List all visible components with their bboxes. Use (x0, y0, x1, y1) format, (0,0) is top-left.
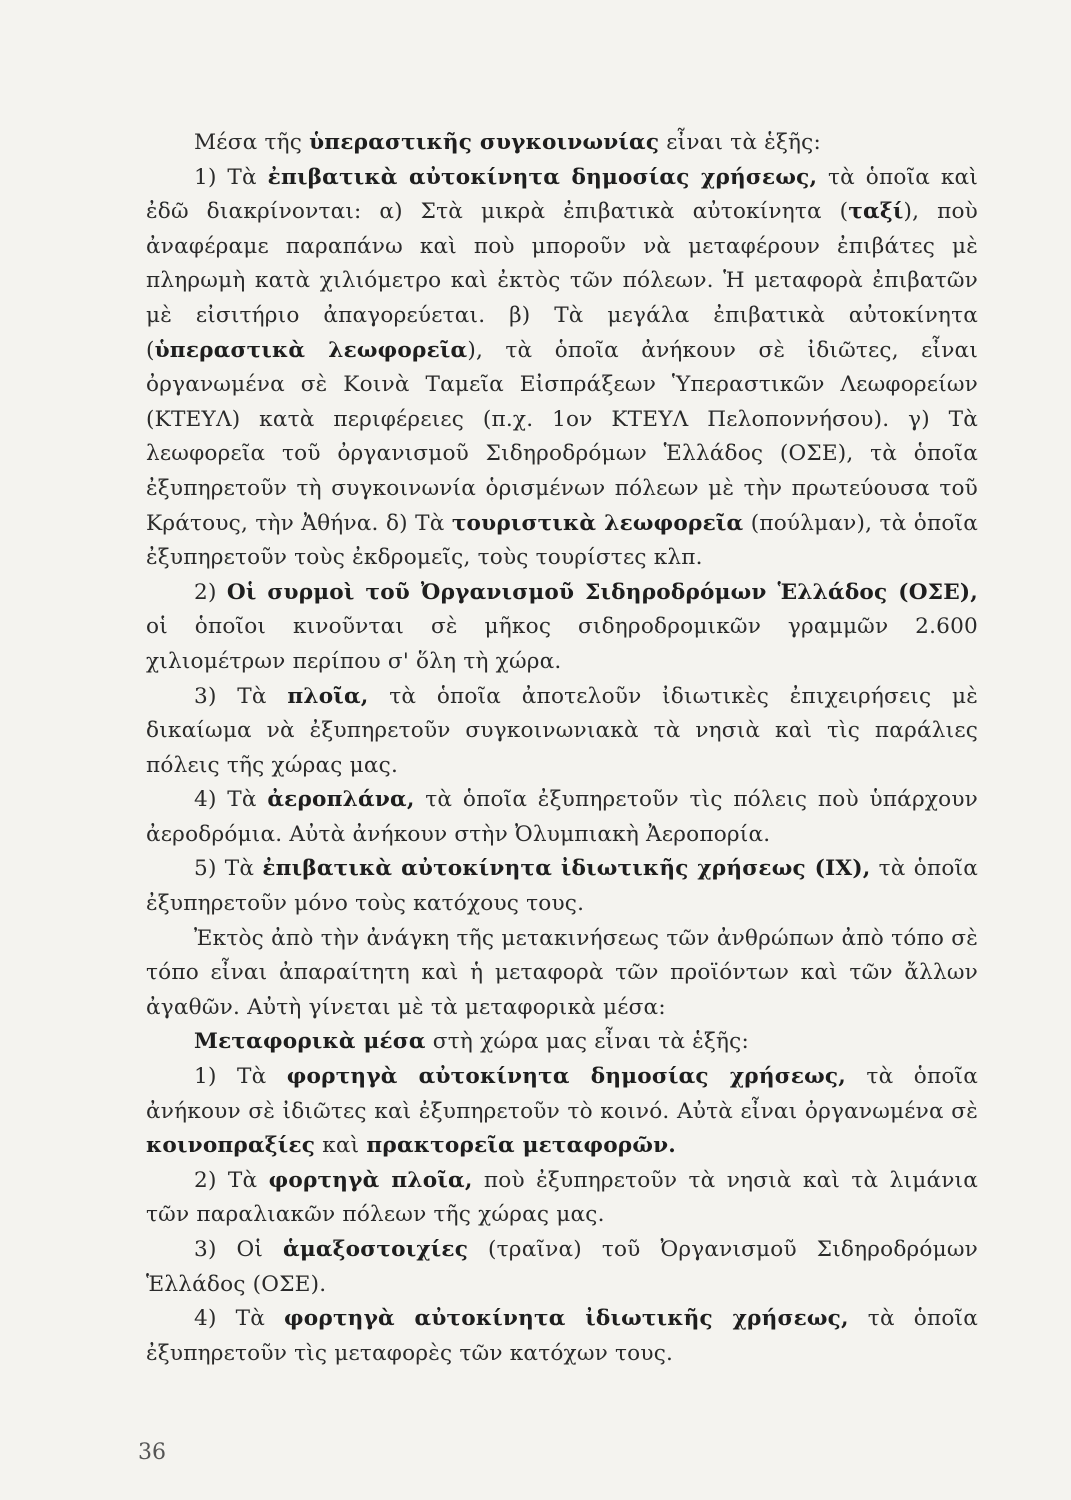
paragraph-private-trucks (146, 1302, 978, 1371)
bold-term: ἐπιβατικὰ αὐτοκίνητα δημοσίας χρήσεως, (267, 164, 818, 190)
bold-term: ἀεροπλάνα, (267, 787, 415, 813)
text-run: 4) Τὰ (194, 787, 268, 813)
paragraph-goods-transport (146, 922, 978, 1026)
text-run: ποὺ ἐξυπηρετοῦν τὰ νησιὰ καὶ τὰ λιμάνια τῶν παραλιακῶν πόλεων τῆς χώρας μας. (146, 1167, 979, 1228)
text-run: τὰ ὁποῖα καὶ ἐδῶ διακρίνονται: α) Στὰ μικρὰ ἐπιβατικὰ αὐτοκίνητα ( (146, 164, 979, 225)
text-run: 5) Τὰ (194, 856, 263, 882)
text-run: τὰ ὁποῖα ἐξυπηρετοῦν μόνο τοὺς κατόχους τους. (146, 856, 978, 917)
text-run: τὰ ὁποῖα ἀνήκουν σὲ ἰδιῶτες καὶ ἐξυπηρετοῦν τὸ κοινό. Αὐτὰ εἶναι ὀργανωμένα σὲ (146, 1064, 979, 1124)
bold-term: φορτηγὰ αὐτοκίνητα ἰδιωτικῆς χρήσεως, (284, 1306, 849, 1332)
text-run: στὴ χώρα μας εἶναι τὰ ἑξῆς: (425, 1029, 749, 1055)
paragraph-public-cars (146, 161, 978, 576)
text-run: οἱ ὁποῖοι κινοῦνται σὲ μῆκος σιδηροδρομικῶν γραμμῶν 2.600 χιλιομέτρων περίπου σ' ὅλη τὴ χώρα. (146, 614, 978, 674)
text-run: τὰ ὁποῖα ἐξυπηρετοῦν τὶς πόλεις ποὺ ὑπάρχουν ἀεροδρόμια. Αὐτὰ ἀνήκουν στὴν Ὀλυμπιακὴ Ἀεροπορία. (146, 787, 978, 847)
paragraph-ships (146, 680, 978, 784)
text-run: 3) Οἱ (194, 1237, 284, 1262)
bold-term: φορτηγὰ πλοῖα, (268, 1167, 473, 1193)
page-body-text (146, 126, 978, 1371)
bold-term: φορτηγὰ αὐτοκίνητα δημοσίας χρήσεως, (286, 1064, 846, 1090)
text-run: 1) Τὰ (194, 164, 268, 190)
bold-term: πρακτορεῖα μεταφορῶν. (366, 1133, 677, 1159)
text-run: καὶ (315, 1133, 367, 1159)
bold-term: πλοῖα, (287, 683, 369, 709)
paragraph-airplanes (146, 783, 978, 852)
text-run: 1) Τὰ (194, 1064, 287, 1090)
bold-term: ὑπεραστικῆς συγκοινωνίας (309, 130, 660, 155)
text-run: τὰ ὁποῖα ἐξυπηρετοῦν τὶς μεταφορὲς τῶν κατόχων τους. (146, 1306, 979, 1366)
text-run: 2) Τὰ (194, 1167, 269, 1193)
bold-term: ἁμαξοστοιχίες (283, 1237, 469, 1262)
paragraph-intercity-intro (146, 126, 978, 161)
text-run: Ἐκτὸς ἀπὸ τὴν ἀνάγκη τῆς μετακινήσεως τῶν ἀνθρώπων ἀπὸ τόπο σὲ τόπο εἶναι ἀπαραίτητη καὶ ἡ μεταφορὰ τῶν προϊόντων καὶ τῶν ἄλλων ἀγαθῶν. Αὐτὴ γίνεται μὲ τὰ μεταφορικὰ μέσα: (146, 925, 978, 1020)
text-run: 2) (194, 579, 227, 605)
text-run: (πούλμαν), τὰ ὁποῖα ἐξυπηρετοῦν τοὺς ἐκδρομεῖς, τοὺς τουρίστες κλπ. (146, 510, 978, 571)
paragraph-transport-means-intro (146, 1025, 978, 1060)
bold-term: τουριστικὰ λεωφορεῖα (451, 510, 744, 536)
text-run: 3) Τὰ (194, 683, 288, 709)
bold-term: ὑπεραστικὰ λεωφορεῖα (154, 337, 468, 363)
text-run: ), ποὺ ἀναφέραμε παραπάνω καὶ ποὺ μποροῦν νὰ μεταφέρουν ἐπιβάτες μὲ πληρωμὴ κατὰ χιλιόμετρο καὶ ἐκτὸς τῶν πόλεων. Ἡ μεταφορὰ ἐπιβατῶν μὲ εἰσιτήριο ἀπαγορεύεται. β) Τὰ μεγάλα ἐπιβατικὰ αὐτοκίνητα ( (146, 199, 978, 363)
paragraph-ose-trains (146, 576, 978, 680)
text-run: 4) Τὰ (194, 1306, 285, 1332)
text-run: τὰ ὁποῖα ἀποτελοῦν ἰδιωτικὲς ἐπιχειρήσεις μὲ δικαίωμα νὰ ἐξυπηρετοῦν συγκοινωνιακὰ τὰ νησιὰ καὶ τὶς παράλιες πόλεις τῆς χώρας μας. (146, 683, 978, 778)
paragraph-cargo-ships (146, 1164, 978, 1233)
bold-term: κοινοπραξίες (146, 1133, 316, 1159)
bold-term: ταξί (848, 199, 904, 225)
text-run: (τραῖνα) τοῦ Ὀργανισμοῦ Σιδηροδρόμων Ἑλλάδος (ΟΣΕ). (146, 1237, 978, 1297)
bold-term: Μεταφορικὰ μέσα (194, 1029, 426, 1055)
paragraph-public-trucks (146, 1060, 978, 1164)
text-run: εἶναι τὰ ἑξῆς: (659, 130, 821, 155)
text-run: ), τὰ ὁποῖα ἀνήκουν σὲ ἰδιῶτες, εἶναι ὀργανωμένα σὲ Κοινὰ Ταμεῖα Εἰσπράξεων Ὑπεραστικῶν Λεωφορείων (ΚΤΕΥΛ) κατὰ περιφέρειες (π.χ. 1ον ΚΤΕΥΛ Πελοποννήσου). γ) Τὰ λεωφορεῖα τοῦ ὀργανισμοῦ Σιδηροδρόμων Ἑλλάδος (ΟΣΕ), τὰ ὁποῖα ἐξυπηρετοῦν τὴ συγκοινωνία ὁρισμένων πόλεων μὲ τὴν πρωτεύουσα τοῦ Κράτους, τὴν Ἀθήνα. δ) Τὰ (146, 337, 978, 536)
page-number: 36 (138, 1440, 166, 1465)
paragraph-freight-trains (146, 1233, 978, 1302)
bold-term: ἐπιβατικὰ αὐτοκίνητα ἰδιωτικῆς χρήσεως (ΙΧ), (262, 856, 871, 882)
paragraph-private-cars (146, 852, 978, 921)
bold-term: Οἱ συρμοὶ τοῦ Ὀργανισμοῦ Σιδηροδρόμων Ἑλλάδος (ΟΣΕ), (226, 579, 978, 605)
text-run: Μέσα τῆς (194, 130, 310, 155)
